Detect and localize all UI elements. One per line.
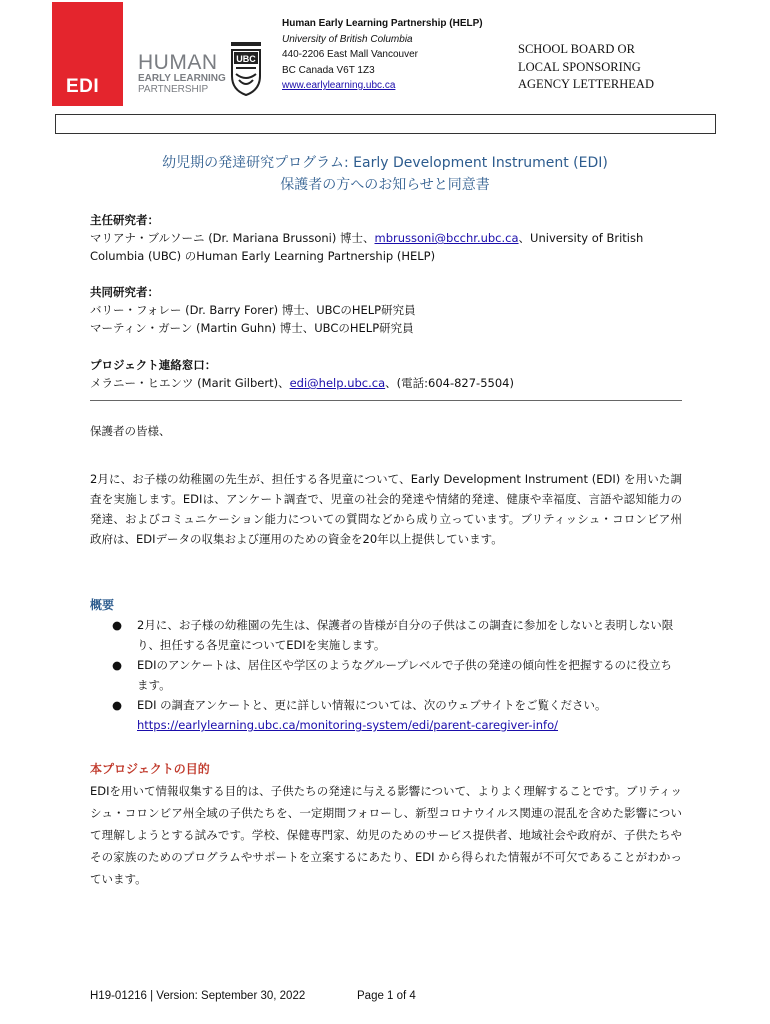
parent-info-link[interactable]: https://earlylearning.ubc.ca/monitoring-system/edi/parent-caregiver-info/ [137, 718, 559, 732]
list-item: ● EDIのアンケートは、居住区や学区のようなグループレベルで子供の発達の傾向性を把握するのに役立ちます。 [112, 658, 672, 692]
section-divider [90, 400, 682, 401]
school-letterhead-placeholder [518, 41, 654, 94]
pi-email-link[interactable]: mbrussoni@bcchr.ubc.ca [374, 231, 519, 245]
edi-logo-text: EDI [66, 76, 100, 97]
document-title-line2: 保護者の方へのお知らせと同意書 [280, 177, 490, 193]
co-line1: バリー・フォレー (Dr. Barry Forer) 博士、UBCのHELP研究員 [90, 303, 416, 317]
purpose-section [90, 758, 682, 890]
edi-logo [52, 2, 123, 106]
list-item: ● 2月に、お子様の幼稚園の先生は、保護者の皆様が自分の子供はこの調査に参加をしないと表明しない限り、担任する各児童についてEDIを実施します。 [112, 618, 674, 652]
intro-paragraph: 2月に、お子様の幼稚園の先生が、担任する各児童について、Early Development Instrument (EDI) を用いた調査を実施します。EDIは、アンケート調査で、児童の社会的発達や情緒的発達、健康や幸福度、言語や認知能力の発達、およびコミュニケーション能力についての質問などから成り立っています。ブリティッシュ・コロンビア州政府は、EDIデータの収集および運用のための資金を20年以上提供しています。 [90, 472, 682, 546]
help-logo [138, 52, 226, 95]
contact-line: メラニー・ヒエンツ (Marit Gilbert)、edi@help.ubc.ca、(電話:604-827-5504) [90, 376, 514, 390]
help-logo-line3: PARTNERSHIP [138, 84, 209, 95]
letterhead-org: Human Early Learning Partnership (HELP) [282, 18, 483, 29]
overview-heading: 概要 [90, 598, 115, 612]
contact-section [90, 356, 682, 392]
purpose-body: EDIを用いて情報収集する目的は、子供たちの発達に与える影響について、よりよく理解することです。ブリティッシュ・コロンビア州全域の子供たちを、一定期間フォローし、新型コロナウイルス関連の混乱を含めた影響について理解しようとする試みです。学校、保健専門家、幼児のためのサービス提供者、地域社会や政府が、子供たちやその家族のためのプログラムやサポートを立案するにあたり、EDI から得られた情報が不可欠であることがわかっています。 [90, 784, 682, 886]
letterhead-university: University of British Columbia [282, 33, 413, 45]
pi-line1: マリアナ・ブルソーニ (Dr. Mariana Brussoni) 博士、mbrussoni@bcchr.ubc.ca、University of British [90, 231, 644, 245]
ubc-crest-icon [229, 42, 263, 96]
ubc-crest-text: UBC [236, 54, 256, 64]
pi-line2: Columbia (UBC) のHuman Early Learning Partnership (HELP) [90, 249, 436, 263]
contact-email-link[interactable]: edi@help.ubc.ca [289, 376, 386, 390]
school-line1: SCHOOL BOARD OR [518, 42, 635, 56]
help-logo-line1: HUMAN [138, 51, 218, 74]
overview-section [90, 595, 682, 735]
contact-heading: プロジェクト連絡窓口： [90, 358, 217, 372]
school-line3: AGENCY LETTERHEAD [518, 77, 654, 91]
purpose-heading: 本プロジェクトの目的 [90, 762, 210, 776]
co-investigators-section [90, 283, 682, 337]
school-line2: LOCAL SPONSORING [518, 59, 641, 74]
list-item: ● EDI の調査アンケートと、更に詳しい情報については、次のウェブサイトをご覧ください。https://earlylearning.ubc.ca/monitoring-system/edi/parent-caregiver-info/ [112, 698, 607, 732]
letterhead-address1: 440-2206 East Mall Vancouver [282, 49, 419, 60]
letterhead-box [55, 114, 716, 134]
principal-investigator-section [90, 211, 682, 265]
letterhead-address2: BC Canada V6T 1Z3 [282, 64, 375, 76]
pi-heading: 主任研究者： [90, 213, 159, 227]
help-logo-line2: EARLY LEARNING [138, 73, 226, 84]
co-line2: マーティン・ガーン (Martin Guhn) 博士、UBCのHELP研究員 [90, 321, 414, 335]
document-title-line1: 幼児期の発達研究プログラム: Early Development Instrument (EDI) [162, 155, 608, 171]
overview-list [90, 615, 682, 735]
letterhead [282, 16, 483, 94]
co-heading: 共同研究者： [90, 285, 159, 299]
letterhead-website-link[interactable]: www.earlylearning.ubc.ca [282, 80, 396, 91]
footer-version: H19-01216 | Version: September 30, 2022 [90, 990, 306, 1002]
footer-page-number: Page 1 of 4 [357, 990, 416, 1002]
greeting: 保護者の皆様、 [90, 424, 171, 438]
